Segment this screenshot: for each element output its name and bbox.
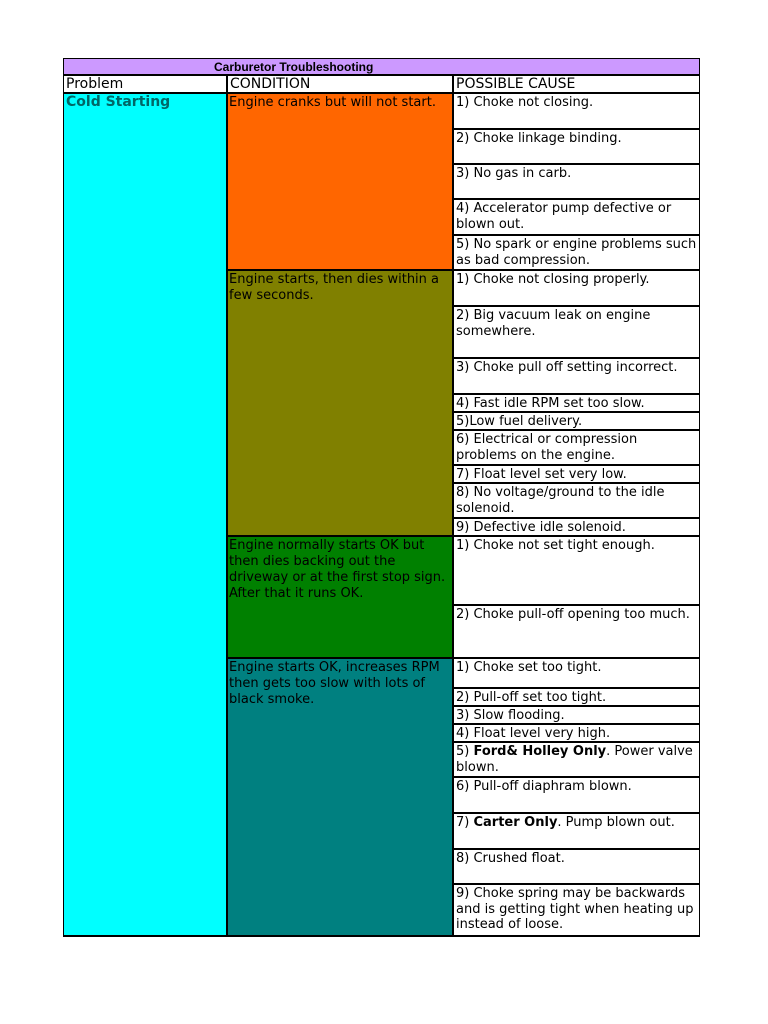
cause-prefix: 5) bbox=[456, 744, 474, 759]
cause-cell bbox=[453, 813, 700, 849]
cause-cell: 2) Choke linkage binding. bbox=[453, 129, 700, 164]
cause-cell: 4) Accelerator pump defective or blown out. bbox=[453, 199, 700, 235]
header-possible-cause: POSSIBLE CAUSE bbox=[453, 75, 700, 93]
cause-suffix: . Power valve blown. bbox=[456, 744, 693, 775]
cause-cell: 2) Big vacuum leak on engine somewhere. bbox=[453, 306, 700, 358]
cause-cell: 3) Choke pull off setting incorrect. bbox=[453, 358, 700, 394]
cause-cell: 8) Crushed float. bbox=[453, 849, 700, 884]
cause-cell: 9) Choke spring may be backwards and is getting tight when heating up instead of loose. bbox=[453, 884, 700, 937]
condition-cell: Engine normally starts OK but then dies backing out the driveway or at the first stop sign. After that it runs OK. bbox=[227, 536, 453, 658]
cause-cell: 3) Slow flooding. bbox=[453, 706, 700, 724]
cause-cell: 2) Pull-off set too tight. bbox=[453, 688, 700, 706]
header-condition: CONDITION bbox=[227, 75, 453, 93]
condition-cell: Engine cranks but will not start. bbox=[227, 93, 453, 270]
cause-bold: Carter Only bbox=[473, 815, 558, 830]
problem-label: Cold Starting bbox=[66, 94, 171, 110]
cause-cell: 2) Choke pull-off opening too much. bbox=[453, 605, 700, 658]
sheet-title: Carburetor Troubleshooting bbox=[214, 60, 374, 74]
cause-cell: 1) Choke not closing. bbox=[453, 93, 700, 129]
header-problem: Problem bbox=[63, 75, 227, 93]
cause-cell: 5) No spark or engine problems such as bad compression. bbox=[453, 235, 700, 270]
cause-cell: 1) Choke not set tight enough. bbox=[453, 536, 700, 605]
cause-cell: 3) No gas in carb. bbox=[453, 164, 700, 199]
cause-cell bbox=[453, 742, 700, 777]
cause-bold: Ford& Holley Only bbox=[473, 744, 607, 759]
cause-cell: 1) Choke set too tight. bbox=[453, 658, 700, 688]
cause-cell: 9) Defective idle solenoid. bbox=[453, 518, 700, 536]
cause-cell: 4) Fast idle RPM set too slow. bbox=[453, 394, 700, 412]
condition-cell: Engine starts, then dies within a few seconds. bbox=[227, 270, 453, 536]
cause-cell: 5)Low fuel delivery. bbox=[453, 412, 700, 430]
condition-cell: Engine starts OK, increases RPM then gets too slow with lots of black smoke. bbox=[227, 658, 453, 937]
cause-cell: 7) Float level set very low. bbox=[453, 465, 700, 483]
cause-cell: 4) Float level very high. bbox=[453, 724, 700, 742]
problem-cell bbox=[63, 93, 227, 937]
cause-prefix: 7) bbox=[456, 815, 474, 830]
cause-cell: 1) Choke not closing properly. bbox=[453, 270, 700, 306]
sheet-title-bar bbox=[63, 58, 700, 75]
cause-suffix: . Pump blown out. bbox=[557, 815, 675, 830]
cause-cell: 6) Pull-off diaphram blown. bbox=[453, 777, 700, 813]
cause-cell: 6) Electrical or compression problems on the engine. bbox=[453, 430, 700, 465]
cause-cell: 8) No voltage/ground to the idle solenoid. bbox=[453, 483, 700, 518]
